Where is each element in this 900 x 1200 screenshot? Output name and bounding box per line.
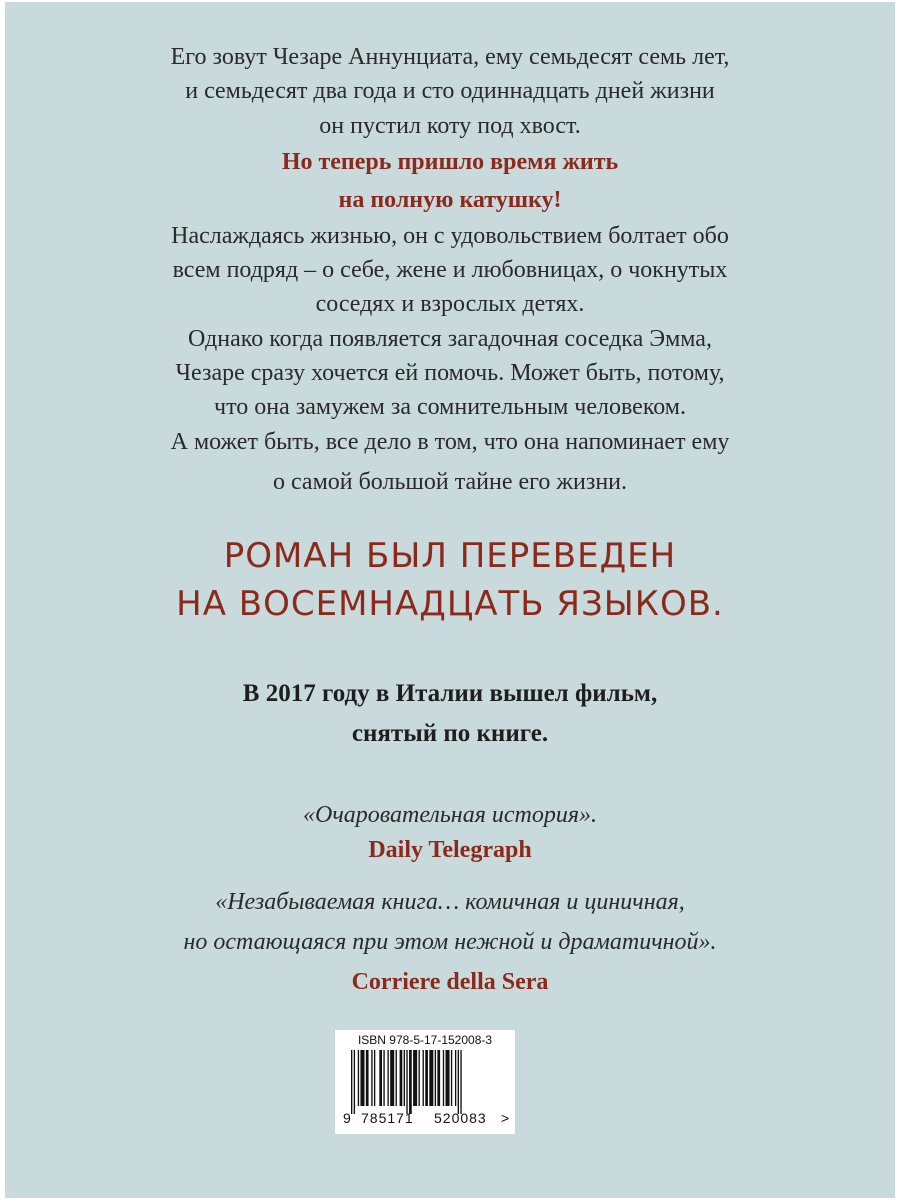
barcode-bar [458,1050,459,1114]
blurb-line: он пустил коту под хвост. [319,112,581,139]
barcode-end-mark: > [501,1110,510,1126]
blurb-line: Наслаждаясь жизнью, он с удовольствием болтает обо [171,222,729,249]
review-source: Corriere della Sera [351,969,549,995]
translation-note [5,532,895,628]
blurb-line: всем подряд – о себе, жене и любовницах, о чокнутых [172,257,728,284]
review-source: Daily Telegraph [368,837,532,863]
blurb-highlight-line: Но теперь пришло время жить [281,148,619,175]
barcode-bar [413,1050,417,1106]
translation-note-line: НА ВОСЕМНАДЦАТЬ ЯЗЫКОВ. [176,584,724,624]
barcode-bar [383,1050,384,1106]
blurb-text [5,40,895,499]
blurb-line: что она замужем за сомнительным человеком. [214,394,686,421]
film-note-line: В 2017 году в Италии вышел фильм, [242,680,658,707]
barcode-bar [371,1050,372,1106]
barcode-digits-left: 785171 [361,1110,414,1126]
barcode-bars [351,1050,501,1114]
barcode-bar [390,1050,394,1106]
film-note [5,674,895,754]
barcode-bar [366,1050,369,1106]
barcode-bar [429,1050,433,1106]
barcode-bar [451,1050,452,1106]
barcode-bar [374,1050,375,1106]
barcode-bar [354,1050,355,1114]
barcode-bar [435,1050,436,1106]
film-note-line: снятый по книге. [351,720,549,747]
review-quote-line: но остающаяся при этом нежной и драматичной». [183,929,717,955]
blurb-line: А может быть, все дело в том, что она напоминает ему [170,428,730,455]
barcode-digit-first: 9 [343,1110,351,1126]
blurb-line: Однако когда появляется загадочная соседка Эмма, [188,325,712,352]
blurb-line: о самой большой тайне его жизни. [272,468,628,495]
barcode-bar [409,1050,412,1114]
barcode-bar [437,1050,440,1106]
barcode-bar [406,1050,407,1114]
barcode-bar [387,1050,388,1106]
barcode-bar [455,1050,456,1106]
review-quote [5,882,895,962]
barcode-bar [425,1050,428,1106]
review-quote-line: «Незабываемая книга… комичная и циничная, [215,889,685,915]
barcode-bar [400,1050,403,1106]
barcode-bar [423,1050,424,1106]
isbn-barcode [335,1030,515,1134]
translation-note-line: РОМАН БЫЛ ПЕРЕВЕДЕН [223,536,677,576]
barcode-bar [443,1050,444,1106]
blurb-line: и семьдесят два года и сто одиннадцать дней жизни [185,78,715,105]
barcode-digits-right: 520083 [434,1110,487,1126]
blurb-line: соседях и взрослых детях. [315,291,585,318]
barcode-bar [351,1050,352,1114]
blurb-highlight-line: на полную катушку! [338,186,562,213]
blurb-line: Его зовут Чезаре Аннунциата, ему семьдесят семь лет, [170,44,730,70]
isbn-label: ISBN 978-5-17-152008-3 [357,1033,493,1047]
barcode-bar [358,1050,359,1106]
barcode-bar [446,1050,450,1106]
barcode-bar [379,1050,382,1106]
barcode-bar [404,1050,405,1106]
review-quote [5,795,895,835]
barcode-bar [360,1050,364,1106]
barcode-bar [460,1050,461,1114]
barcode-bar [419,1050,420,1106]
review-quote-line: «Очаровательная история». [302,802,597,828]
blurb-line: Чезаре сразу хочется ей помочь. Может быть, потому, [175,360,725,387]
book-back-cover [5,2,895,1198]
barcode-bar [396,1050,397,1106]
